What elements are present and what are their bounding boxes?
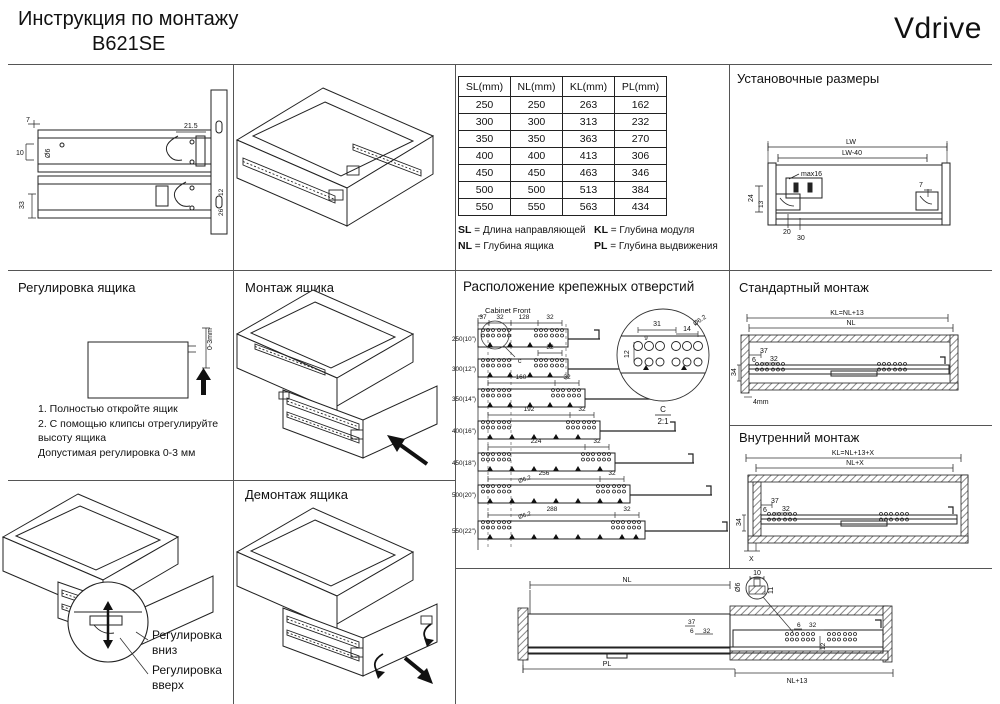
table-row (459, 148, 667, 165)
holes-row (452, 470, 712, 503)
cell: 350 (511, 131, 563, 148)
dim-label: NL (846, 320, 856, 327)
col-header: SL(mm) (459, 77, 511, 97)
dim-label: 20 (783, 229, 791, 236)
remove-arrow-icon (405, 658, 433, 684)
adjust-steps (38, 402, 238, 460)
cell: 306 (615, 148, 667, 165)
cell: 300 (511, 114, 563, 131)
cell: 450 (459, 165, 511, 182)
page-title-line1: Инструкция по монтажу (18, 8, 239, 30)
cell: 232 (615, 114, 667, 131)
cell: 346 (615, 165, 667, 182)
dim-label: 32 (809, 622, 817, 629)
svg-text:500(20"): 500(20") (452, 492, 476, 499)
standard-mount-diagram (731, 272, 992, 424)
dim-label: NL (622, 577, 632, 584)
table-row (459, 165, 667, 182)
divider (8, 64, 992, 65)
svg-text:350(14"): 350(14") (452, 396, 476, 403)
dim-label: 21.5 (184, 123, 198, 130)
divider (729, 425, 992, 426)
panel-title-mount: Монтаж ящика (245, 280, 334, 295)
legend-abbr: SL (458, 224, 472, 236)
table-row (459, 131, 667, 148)
svg-text:288: 288 (546, 506, 558, 513)
svg-text:300(12"): 300(12") (452, 366, 476, 373)
cell: 413 (563, 148, 615, 165)
legend-abbr: PL (594, 240, 608, 252)
panel-title-adjust: Регулировка ящика (18, 280, 136, 295)
dim-label: 33 (19, 201, 26, 209)
divider (729, 64, 730, 568)
magnifier-circle (68, 582, 148, 662)
cell: 350 (459, 131, 511, 148)
mount-diagram (235, 272, 453, 478)
cell: 434 (615, 199, 667, 216)
dim-label: 4mm (753, 399, 769, 406)
svg-text:32: 32 (608, 470, 616, 477)
svg-text:Ø6.2: Ø6.2 (517, 475, 532, 485)
dim-label: X (749, 556, 754, 563)
screw-detail-circle (746, 576, 793, 632)
dim-label: 32 (782, 506, 790, 513)
dim-label: PL (602, 661, 612, 668)
svg-text:C: C (660, 405, 666, 414)
dim-label: LW-40 (842, 150, 862, 157)
svg-text:2:1: 2:1 (657, 417, 669, 426)
panel-title-standard: Стандартный монтаж (739, 280, 869, 295)
dim-label: 34 (731, 368, 738, 376)
dim-label: KL=NL+13 (830, 310, 864, 317)
divider (8, 480, 455, 481)
holes-row (452, 314, 600, 365)
legend-item (594, 240, 718, 252)
cell: 263 (563, 97, 615, 114)
dim-label: 10 (753, 570, 761, 577)
table-row (459, 97, 667, 114)
dim-label: 12 (820, 642, 827, 650)
dim-label: 34 (736, 518, 743, 526)
cell: 400 (511, 148, 563, 165)
dim-label: 30 (797, 235, 805, 242)
col-header: PL(mm) (615, 77, 667, 97)
legend-item (594, 224, 694, 236)
dim-label: 6 (797, 622, 801, 629)
dim-label: 32 (703, 628, 711, 635)
svg-text:256: 256 (538, 470, 550, 477)
cell: 463 (563, 165, 615, 182)
legend-desc: = Глубина ящика (474, 241, 554, 252)
divider (455, 568, 992, 569)
dim-label: 11 (768, 586, 775, 594)
cell: 250 (459, 97, 511, 114)
cell: 500 (511, 182, 563, 199)
insert-arrow-icon (387, 435, 427, 464)
cell: 513 (563, 182, 615, 199)
panel-title-dismount: Демонтаж ящика (245, 487, 348, 502)
legend-desc: = Глубина модуля (610, 225, 695, 236)
dim-label: LW (846, 139, 856, 146)
cell: 563 (563, 199, 615, 216)
svg-text:12: 12 (624, 350, 631, 358)
dim-label: 26 (218, 208, 225, 216)
col-header: NL(mm) (511, 77, 563, 97)
cell: 400 (459, 148, 511, 165)
cell: 550 (511, 199, 563, 216)
dim-label: max16 (801, 171, 823, 178)
dim-label: 7 (919, 182, 923, 189)
holes-row (452, 506, 728, 539)
dim-label: 24 (748, 194, 755, 202)
svg-text:224: 224 (530, 438, 542, 445)
up-arrow-icon (196, 368, 211, 395)
table-row (459, 199, 667, 216)
dim-label: Ø6 (45, 148, 52, 158)
svg-text:128: 128 (518, 314, 530, 321)
holes-layout-diagram (452, 272, 727, 568)
cell: 162 (615, 97, 667, 114)
cell: 363 (563, 131, 615, 148)
svg-text:32: 32 (578, 406, 586, 413)
cell: 270 (615, 131, 667, 148)
install-dims-diagram (731, 66, 992, 268)
table-row (459, 114, 667, 131)
step-1: 1. Полностью откройте ящик (38, 403, 178, 415)
legend-abbr: NL (458, 240, 472, 252)
svg-text:160: 160 (515, 374, 527, 381)
col-header: KL(mm) (563, 77, 615, 97)
svg-text:450(18"): 450(18") (452, 460, 476, 467)
svg-text:32: 32 (593, 438, 601, 445)
dim-label: 32 (770, 356, 778, 363)
cell: 450 (511, 165, 563, 182)
brand-logo: Vdrive (893, 12, 982, 45)
cell: 313 (563, 114, 615, 131)
page-title-line2: B621SE (92, 33, 166, 55)
divider (233, 64, 234, 704)
divider (8, 270, 992, 271)
panel-title-install-dims: Установочные размеры (737, 71, 880, 86)
svg-text:Ø6.2: Ø6.2 (692, 313, 708, 328)
dim-label: KL=NL+13+X (831, 450, 875, 457)
svg-text:9: 9 (644, 336, 648, 342)
svg-text:32: 32 (546, 314, 554, 321)
dim-label: 6 (763, 507, 767, 514)
dim-label: 6 (752, 357, 756, 364)
svg-text:550(22"): 550(22") (452, 528, 476, 535)
svg-text:31: 31 (653, 321, 661, 328)
step-3: высоту ящика (38, 432, 107, 444)
svg-text:32: 32 (496, 314, 504, 321)
dim-label: 0-3mm (207, 328, 214, 350)
legend-item (458, 240, 554, 252)
dim-label: NL+13 (786, 678, 808, 685)
dim-label: 37 (760, 348, 768, 355)
extended-view-diagram (457, 570, 992, 700)
dim-label: 10 (16, 150, 24, 157)
legend-desc: = Глубина выдвижения (610, 241, 718, 252)
cell: 300 (459, 114, 511, 131)
dim-label: 13 (758, 200, 765, 208)
dim-label: Ø6 (735, 582, 742, 592)
legend-item (458, 224, 586, 236)
svg-text:32: 32 (623, 506, 631, 513)
dismount-diagram (235, 482, 453, 700)
cell: 250 (511, 97, 563, 114)
svg-text:250(10"): 250(10") (452, 336, 476, 343)
step-2: 2. С помощью клипсы отрегулируйте (38, 417, 219, 430)
svg-text:32: 32 (563, 374, 571, 381)
svg-text:400(16"): 400(16") (452, 428, 476, 435)
cell: 550 (459, 199, 511, 216)
cabinet-front-label: Cabinet Front (485, 306, 531, 315)
dim-label: 37 (688, 619, 696, 626)
panel-title-inner: Внутренний монтаж (739, 430, 860, 445)
legend-abbr: KL (594, 224, 608, 236)
dim-label: 7 (26, 117, 30, 124)
adjust-down-label: Регулировка вниз (152, 628, 222, 657)
step-4: Допустимая регулировка 0-3 мм (38, 446, 196, 459)
cell: 384 (615, 182, 667, 199)
table-row (459, 182, 667, 199)
svg-text:Ø6.2: Ø6.2 (517, 511, 532, 521)
svg-text:32: 32 (546, 344, 554, 351)
svg-text:192: 192 (523, 406, 535, 413)
svg-text:14: 14 (683, 326, 691, 333)
dim-label: 12 (218, 188, 225, 196)
dim-label: NL+X (846, 460, 864, 467)
dim-label: 6 (690, 628, 694, 635)
adjust-up-label: Регулировка вверх (152, 663, 222, 692)
svg-text:37: 37 (479, 314, 487, 321)
svg-text:c: c (518, 358, 522, 365)
detail-circle (617, 309, 709, 426)
dim-label: 37 (771, 498, 779, 505)
divider (455, 64, 456, 704)
inner-mount-diagram (731, 427, 992, 568)
cell: 500 (459, 182, 511, 199)
panel-title-holes: Расположение крепежных отверстий (463, 279, 695, 294)
holes-row (452, 406, 676, 439)
size-table (458, 76, 667, 216)
holes-row (452, 344, 640, 377)
cabinet-isometric-diagram (235, 66, 453, 268)
rail-side-view-diagram (8, 66, 230, 268)
legend-desc: = Длина направляющей (474, 225, 586, 236)
